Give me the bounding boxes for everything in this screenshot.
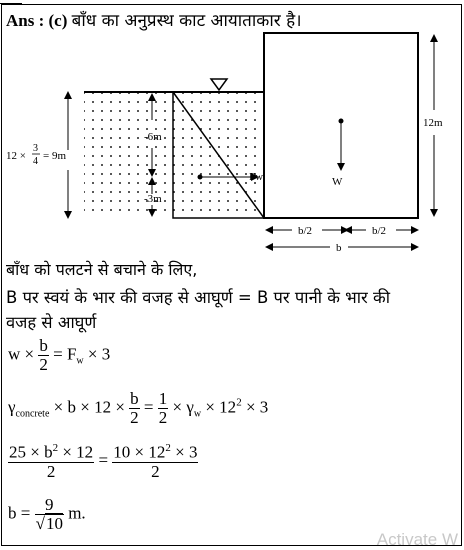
- svg-text:= 9m: = 9m: [43, 150, 67, 162]
- upper-dim-label: -6m: [144, 131, 162, 143]
- water-depth-label: [6, 143, 66, 167]
- equation-3: $\frac{25 \times b^2 \times 12}{2}$ = $\frac{10 \times 12^2 \times 3}{2}$: [9, 442, 198, 481]
- explanation-line-1: बाँध को पलटने से बचाने के लिए,: [6, 260, 198, 279]
- answer-statement: बाँध का अनुप्रस्थ काट आयाताकार है।: [71, 11, 302, 31]
- force-label: Fw: [249, 171, 264, 183]
- activate-windows-watermark: Activate W: [376, 530, 458, 549]
- equation-2: $\gamma_{concrete} \times b \times 12$ × $\frac{b}{2}$ = $\frac{1}{2}$ × $\gamma_w \times 12^2 \times 3$: [8, 389, 269, 427]
- weight-label: W: [332, 176, 343, 188]
- dam-diagram: [0, 0, 464, 260]
- equation-1: w × $\frac{b}{2}$ = $F_w \times 3$: [8, 336, 111, 374]
- half-base-right-label: b/2: [372, 225, 387, 237]
- water-level-marker: [211, 79, 227, 90]
- svg-text:3: 3: [33, 143, 38, 154]
- svg-text:4: 4: [33, 156, 38, 167]
- half-base-left-label: b/2: [298, 225, 313, 237]
- water-region: [84, 92, 264, 218]
- explanation-line-2: B पर स्वयं के भार की वजह से आघूर्ण = B पर पानी के भार की: [6, 288, 390, 307]
- lower-dim-label: -3m: [144, 193, 162, 205]
- equation-4: b = $\frac{9}{√10}$ m.: [8, 495, 86, 533]
- answer-prefix: Ans : (c): [6, 11, 68, 30]
- base-label: b: [336, 242, 342, 254]
- dam-height-label: 12m: [423, 117, 443, 129]
- explanation-line-3: वजह से आघूर्ण: [6, 313, 97, 332]
- svg-text:12 ×: 12 ×: [6, 150, 26, 162]
